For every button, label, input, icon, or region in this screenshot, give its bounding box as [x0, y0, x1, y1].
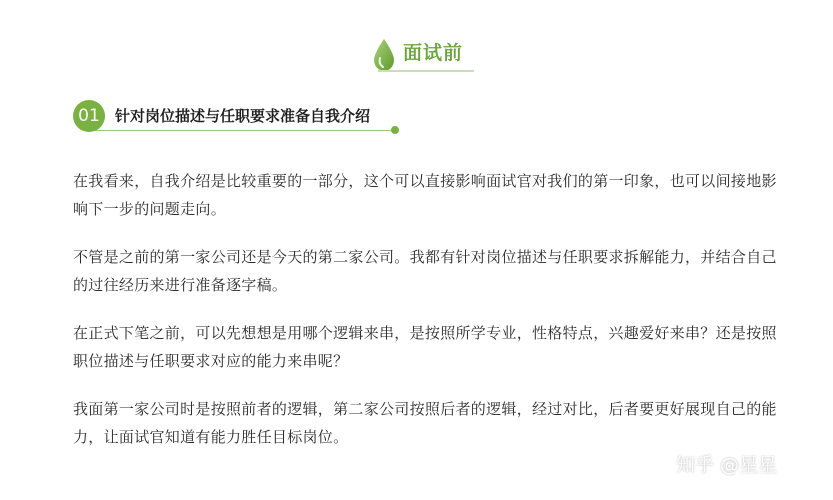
section-heading: [73, 100, 413, 140]
paragraph: 不管是之前的第一家公司还是今天的第二家公司。我都有针对岗位描述与任职要求拆解能力，并结合自己的过往经历来进行准备逐字稿。: [73, 248, 777, 294]
section-underline-dot: [391, 126, 399, 134]
paragraph: 在我看来，自我介绍是比较重要的一部分，这个可以直接影响面试官对我们的第一印象，也可以间接地影响下一步的问题走向。: [73, 172, 777, 218]
watermark: 知乎 @星星: [676, 454, 778, 476]
article-body: [73, 167, 785, 471]
page-title: 面试前: [403, 42, 464, 64]
section-number-badge: 01: [73, 100, 105, 132]
title-underline: [378, 70, 474, 72]
section-title: 针对岗位描述与任职要求准备自我介绍: [115, 107, 371, 125]
page-header: [0, 34, 833, 78]
paragraph: 在正式下笔之前，可以先想想是用哪个逻辑来串，是按照所学专业，性格特点，兴趣爱好来串？还是按照职位描述与任职要求对应的能力来串呢？: [73, 324, 777, 370]
water-drop-icon: [372, 38, 396, 72]
section-underline: [91, 130, 393, 131]
paragraph: 我面第一家公司时是按照前者的逻辑，第二家公司按照后者的逻辑，经过对比，后者要更好展现自己的能力，让面试官知道有能力胜任目标岗位。: [73, 400, 777, 446]
